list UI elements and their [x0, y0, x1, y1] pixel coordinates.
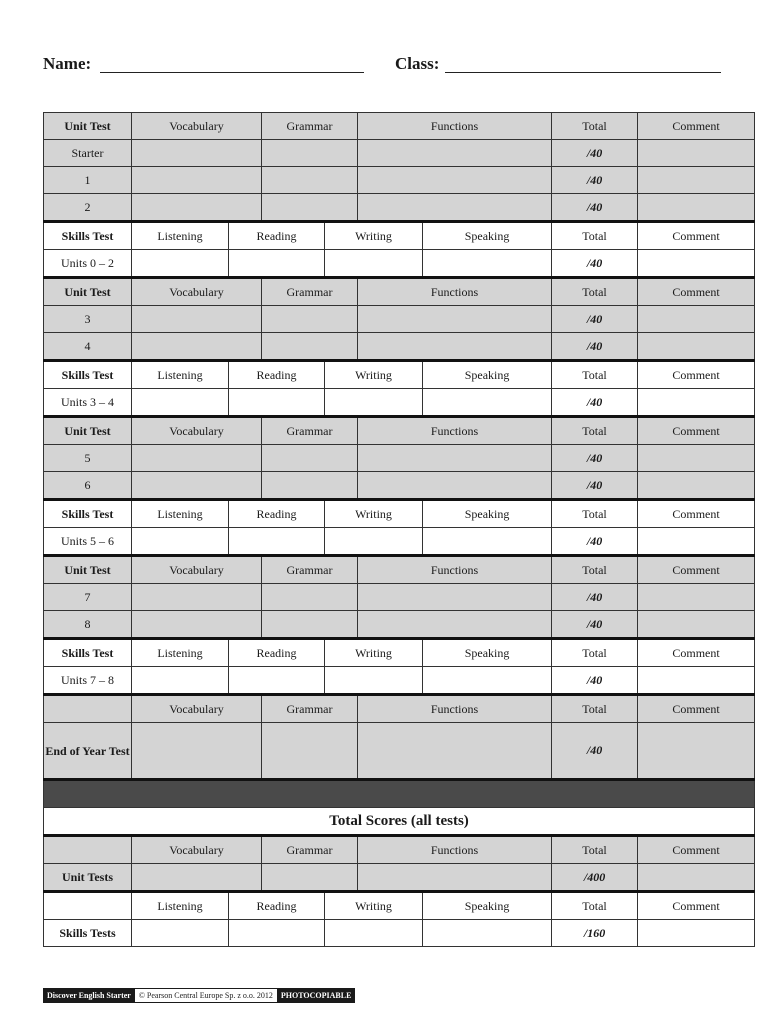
- comment-cell[interactable]: [638, 723, 755, 780]
- comment-header: Comment: [638, 278, 755, 306]
- speaking-header: Speaking: [423, 639, 552, 667]
- total-header: Total: [552, 836, 638, 864]
- speaking-score-cell[interactable]: [423, 667, 552, 695]
- table-row: [44, 864, 755, 892]
- grammar-score-cell[interactable]: [262, 723, 358, 780]
- reading-score-cell[interactable]: [229, 667, 325, 695]
- total-score-cell[interactable]: /400: [552, 864, 638, 892]
- functions-score-cell[interactable]: [358, 306, 552, 333]
- unit-label: 5: [44, 445, 132, 472]
- comment-cell[interactable]: [638, 667, 755, 695]
- functions-header: Functions: [358, 278, 552, 306]
- total-score-cell[interactable]: /40: [552, 723, 638, 780]
- name-label: Name:: [43, 54, 92, 73]
- skills-unit-label: Units 0 – 2: [44, 250, 132, 278]
- vocabulary-score-cell[interactable]: [132, 723, 262, 780]
- writing-header: Writing: [325, 222, 423, 250]
- skills-test-header: Skills Test: [44, 500, 132, 528]
- total-score-cell[interactable]: /40: [552, 611, 638, 639]
- vocabulary-header: Vocabulary: [132, 556, 262, 584]
- vocabulary-score-cell[interactable]: [132, 306, 262, 333]
- grammar-score-cell[interactable]: [262, 167, 358, 194]
- table-row: [44, 250, 755, 278]
- unit-label: 1: [44, 167, 132, 194]
- listening-header: Listening: [132, 361, 229, 389]
- footer-brand: Discover English Starter: [43, 988, 135, 1003]
- table-row: [44, 222, 755, 250]
- grammar-header: Grammar: [262, 417, 358, 445]
- reading-header: Reading: [229, 639, 325, 667]
- grammar-header: Grammar: [262, 113, 358, 140]
- grammar-score-cell[interactable]: [262, 333, 358, 361]
- listening-score-cell[interactable]: [132, 528, 229, 556]
- vocabulary-score-cell[interactable]: [132, 445, 262, 472]
- reading-score-cell[interactable]: [229, 250, 325, 278]
- header-blank-cell: [44, 836, 132, 864]
- table-row: [44, 194, 755, 222]
- total-header: Total: [552, 500, 638, 528]
- reading-score-cell[interactable]: [229, 528, 325, 556]
- comment-header: Comment: [638, 222, 755, 250]
- total-header: Total: [552, 892, 638, 920]
- grammar-score-cell[interactable]: [262, 445, 358, 472]
- table-row: [44, 500, 755, 528]
- functions-score-cell[interactable]: [358, 140, 552, 167]
- grammar-header: Grammar: [262, 836, 358, 864]
- total-score-cell[interactable]: /40: [552, 306, 638, 333]
- comment-cell[interactable]: [638, 528, 755, 556]
- unit-label: 2: [44, 194, 132, 222]
- vocabulary-header: Vocabulary: [132, 836, 262, 864]
- table-row: [44, 556, 755, 584]
- writing-score-cell[interactable]: [325, 667, 423, 695]
- comment-cell[interactable]: [638, 333, 755, 361]
- total-header: Total: [552, 417, 638, 445]
- table-row: [44, 417, 755, 445]
- functions-header: Functions: [358, 836, 552, 864]
- total-score-cell[interactable]: /40: [552, 140, 638, 167]
- table-row: [44, 667, 755, 695]
- table-row: [44, 611, 755, 639]
- listening-header: Listening: [132, 639, 229, 667]
- total-score-cell[interactable]: /40: [552, 333, 638, 361]
- total-score-cell[interactable]: /160: [552, 920, 638, 947]
- comment-header: Comment: [638, 113, 755, 140]
- table-row: [44, 920, 755, 947]
- grammar-header: Grammar: [262, 695, 358, 723]
- header-blank-cell: [44, 892, 132, 920]
- table-row: [44, 167, 755, 194]
- writing-score-cell[interactable]: [325, 920, 423, 947]
- grammar-score-cell[interactable]: [262, 194, 358, 222]
- unit-label: 7: [44, 584, 132, 611]
- total-score-cell[interactable]: /40: [552, 167, 638, 194]
- writing-header: Writing: [325, 500, 423, 528]
- functions-score-cell[interactable]: [358, 584, 552, 611]
- functions-score-cell[interactable]: [358, 864, 552, 892]
- listening-header: Listening: [132, 222, 229, 250]
- writing-header: Writing: [325, 361, 423, 389]
- grammar-header: Grammar: [262, 556, 358, 584]
- writing-score-cell[interactable]: [325, 389, 423, 417]
- total-score-cell[interactable]: /40: [552, 194, 638, 222]
- comment-cell[interactable]: [638, 250, 755, 278]
- comment-cell[interactable]: [638, 306, 755, 333]
- comment-cell[interactable]: [638, 389, 755, 417]
- total-score-cell[interactable]: /40: [552, 528, 638, 556]
- total-score-cell[interactable]: /40: [552, 472, 638, 500]
- skills-unit-label: Units 5 – 6: [44, 528, 132, 556]
- comment-header: Comment: [638, 361, 755, 389]
- comment-cell[interactable]: [638, 194, 755, 222]
- reading-header: Reading: [229, 222, 325, 250]
- skills-test-header: Skills Test: [44, 361, 132, 389]
- total-header: Total: [552, 113, 638, 140]
- table-row: [44, 306, 755, 333]
- functions-score-cell[interactable]: [358, 723, 552, 780]
- unit-test-header: Unit Test: [44, 556, 132, 584]
- functions-score-cell[interactable]: [358, 611, 552, 639]
- listening-score-cell[interactable]: [132, 920, 229, 947]
- footer: [43, 988, 355, 1003]
- vocabulary-header: Vocabulary: [132, 417, 262, 445]
- table-row: [44, 584, 755, 611]
- unit-label: 8: [44, 611, 132, 639]
- footer-copyright: © Pearson Central Europe Sp. z o.o. 2012: [135, 988, 277, 1003]
- total-score-cell[interactable]: /40: [552, 667, 638, 695]
- class-line[interactable]: [445, 72, 721, 73]
- writing-score-cell[interactable]: [325, 528, 423, 556]
- comment-header: Comment: [638, 556, 755, 584]
- vocabulary-header: Vocabulary: [132, 113, 262, 140]
- table-row: [44, 278, 755, 306]
- unit-test-header: Unit Test: [44, 113, 132, 140]
- vocabulary-header: Vocabulary: [132, 695, 262, 723]
- listening-header: Listening: [132, 500, 229, 528]
- grammar-header: Grammar: [262, 278, 358, 306]
- reading-header: Reading: [229, 500, 325, 528]
- comment-cell[interactable]: [638, 167, 755, 194]
- total-header: Total: [552, 361, 638, 389]
- functions-header: Functions: [358, 113, 552, 140]
- vocabulary-score-cell[interactable]: [132, 584, 262, 611]
- name-line[interactable]: [100, 72, 364, 73]
- table-row: [44, 361, 755, 389]
- grammar-score-cell[interactable]: [262, 611, 358, 639]
- functions-header: Functions: [358, 417, 552, 445]
- skills-unit-label: Units 7 – 8: [44, 667, 132, 695]
- table-row: [44, 472, 755, 500]
- table-row: [44, 723, 755, 780]
- class-label: Class:: [395, 54, 440, 73]
- table-row: [44, 808, 755, 836]
- comment-cell[interactable]: [638, 140, 755, 167]
- total-scores-title: Total Scores (all tests): [44, 808, 755, 836]
- comment-header: Comment: [638, 639, 755, 667]
- reading-score-cell[interactable]: [229, 920, 325, 947]
- writing-header: Writing: [325, 639, 423, 667]
- table-row: [44, 333, 755, 361]
- speaking-header: Speaking: [423, 892, 552, 920]
- total-score-cell[interactable]: /40: [552, 389, 638, 417]
- skills-test-header: Skills Test: [44, 639, 132, 667]
- total-score-cell[interactable]: /40: [552, 445, 638, 472]
- skills-unit-label: Units 3 – 4: [44, 389, 132, 417]
- unit-label: Starter: [44, 140, 132, 167]
- comment-header: Comment: [638, 695, 755, 723]
- table-row: [44, 836, 755, 864]
- total-score-cell[interactable]: /40: [552, 584, 638, 611]
- vocabulary-score-cell[interactable]: [132, 864, 262, 892]
- comment-cell[interactable]: [638, 864, 755, 892]
- listening-score-cell[interactable]: [132, 389, 229, 417]
- unit-label: 3: [44, 306, 132, 333]
- vocabulary-score-cell[interactable]: [132, 167, 262, 194]
- speaking-score-cell[interactable]: [423, 920, 552, 947]
- reading-score-cell[interactable]: [229, 389, 325, 417]
- comment-header: Comment: [638, 500, 755, 528]
- functions-score-cell[interactable]: [358, 445, 552, 472]
- functions-score-cell[interactable]: [358, 333, 552, 361]
- total-header: Total: [552, 278, 638, 306]
- unit-label: 6: [44, 472, 132, 500]
- table-row: [44, 695, 755, 723]
- functions-header: Functions: [358, 556, 552, 584]
- speaking-header: Speaking: [423, 222, 552, 250]
- total-header: Total: [552, 222, 638, 250]
- comment-header: Comment: [638, 417, 755, 445]
- table-row: [44, 389, 755, 417]
- table-row: [44, 528, 755, 556]
- vocabulary-score-cell[interactable]: [132, 194, 262, 222]
- grammar-score-cell[interactable]: [262, 472, 358, 500]
- table-row: [44, 639, 755, 667]
- unit-tests-label: Unit Tests: [44, 864, 132, 892]
- speaking-score-cell[interactable]: [423, 528, 552, 556]
- comment-cell[interactable]: [638, 584, 755, 611]
- unit-label: 4: [44, 333, 132, 361]
- vocabulary-score-cell[interactable]: [132, 611, 262, 639]
- comment-cell[interactable]: [638, 472, 755, 500]
- table-row: [44, 445, 755, 472]
- divider-band: [44, 780, 755, 808]
- speaking-score-cell[interactable]: [423, 389, 552, 417]
- unit-test-header: Unit Test: [44, 417, 132, 445]
- total-header: Total: [552, 695, 638, 723]
- header-blank-cell: [44, 695, 132, 723]
- listening-score-cell[interactable]: [132, 667, 229, 695]
- functions-score-cell[interactable]: [358, 194, 552, 222]
- grammar-score-cell[interactable]: [262, 864, 358, 892]
- vocabulary-score-cell[interactable]: [132, 333, 262, 361]
- functions-score-cell[interactable]: [358, 472, 552, 500]
- comment-cell[interactable]: [638, 611, 755, 639]
- comment-cell[interactable]: [638, 920, 755, 947]
- comment-cell[interactable]: [638, 445, 755, 472]
- listening-header: Listening: [132, 892, 229, 920]
- total-header: Total: [552, 556, 638, 584]
- writing-header: Writing: [325, 892, 423, 920]
- grammar-score-cell[interactable]: [262, 584, 358, 611]
- progress-table: [43, 112, 755, 947]
- functions-header: Functions: [358, 695, 552, 723]
- functions-score-cell[interactable]: [358, 167, 552, 194]
- listening-score-cell[interactable]: [132, 250, 229, 278]
- comment-header: Comment: [638, 836, 755, 864]
- table-row: [44, 140, 755, 167]
- table-row: [44, 113, 755, 140]
- writing-score-cell[interactable]: [325, 250, 423, 278]
- comment-header: Comment: [638, 892, 755, 920]
- unit-test-header: Unit Test: [44, 278, 132, 306]
- speaking-header: Speaking: [423, 361, 552, 389]
- speaking-score-cell[interactable]: [423, 250, 552, 278]
- reading-header: Reading: [229, 361, 325, 389]
- total-score-cell[interactable]: /40: [552, 250, 638, 278]
- name-class-row: [43, 54, 723, 78]
- reading-header: Reading: [229, 892, 325, 920]
- table-row: [44, 892, 755, 920]
- total-header: Total: [552, 639, 638, 667]
- vocabulary-header: Vocabulary: [132, 278, 262, 306]
- grammar-score-cell[interactable]: [262, 306, 358, 333]
- end-of-year-label: End of Year Test: [44, 723, 132, 780]
- table-row: [44, 780, 755, 808]
- footer-photocopiable: PHOTOCOPIABLE: [277, 988, 356, 1003]
- skills-tests-label: Skills Tests: [44, 920, 132, 947]
- grammar-score-cell[interactable]: [262, 140, 358, 167]
- skills-test-header: Skills Test: [44, 222, 132, 250]
- vocabulary-score-cell[interactable]: [132, 140, 262, 167]
- vocabulary-score-cell[interactable]: [132, 472, 262, 500]
- speaking-header: Speaking: [423, 500, 552, 528]
